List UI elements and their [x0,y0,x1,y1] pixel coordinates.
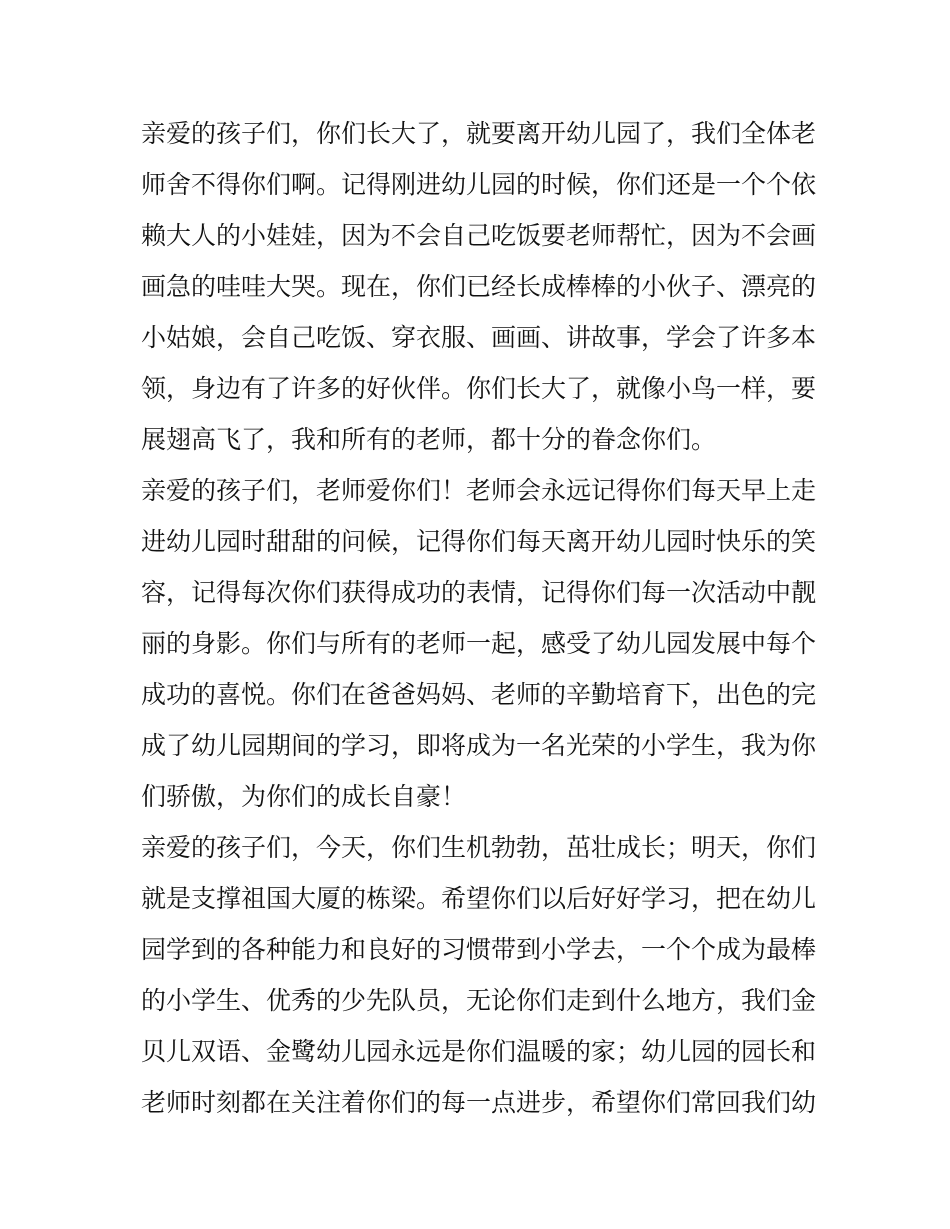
text-line: 老师时刻都在关注着你们的每一点进步，希望你们常回我们幼 [141,1088,817,1117]
text-line: 们骄傲，为你们的成长自豪！ [141,782,467,811]
text-line: 师舍不得你们啊。记得刚进幼儿园的时候，你们还是一个个依 [141,170,817,199]
text-line: 就是支撑祖国大厦的栋梁。希望你们以后好好学习，把在幼儿 [141,884,817,913]
text-line: 的小学生、优秀的少先队员，无论你们走到什么地方，我们金 [141,986,817,1015]
text-line: 贝儿双语、金鹭幼儿园永远是你们温暖的家；幼儿园的园长和 [141,1037,817,1066]
text-line: 亲爱的孩子们，你们长大了，就要离开幼儿园了，我们全体老 [141,119,817,148]
document-body [141,108,817,1128]
text-line: 成功的喜悦。你们在爸爸妈妈、老师的辛勤培育下，出色的完 [141,680,817,709]
text-line: 画急的哇哇大哭。现在，你们已经长成棒棒的小伙子、漂亮的 [141,272,817,301]
text-line: 成了幼儿园期间的学习，即将成为一名光荣的小学生，我为你 [141,731,817,760]
text-line: 丽的身影。你们与所有的老师一起，感受了幼儿园发展中每个 [141,629,817,658]
text-line: 赖大人的小娃娃，因为不会自己吃饭要老师帮忙，因为不会画 [141,221,817,250]
text-line: 进幼儿园时甜甜的问候，记得你们每天离开幼儿园时快乐的笑 [141,527,817,556]
text-line: 亲爱的孩子们，老师爱你们！老师会永远记得你们每天早上走 [141,476,817,505]
text-line: 领，身边有了许多的好伙伴。你们长大了，就像小鸟一样，要 [141,374,817,403]
text-line: 小姑娘，会自己吃饭、穿衣服、画画、讲故事，学会了许多本 [141,323,817,352]
paragraph-2 [141,465,817,822]
text-line: 亲爱的孩子们，今天，你们生机勃勃，茁壮成长；明天，你们 [141,833,817,862]
text-line: 容，记得每次你们获得成功的表情，记得你们每一次活动中靓 [141,578,817,607]
text-line: 园学到的各种能力和良好的习惯带到小学去，一个个成为最棒 [141,935,817,964]
text-line: 展翅高飞了，我和所有的老师，都十分的眷念你们。 [141,425,717,454]
paragraph-1 [141,108,817,465]
paragraph-3 [141,822,817,1128]
